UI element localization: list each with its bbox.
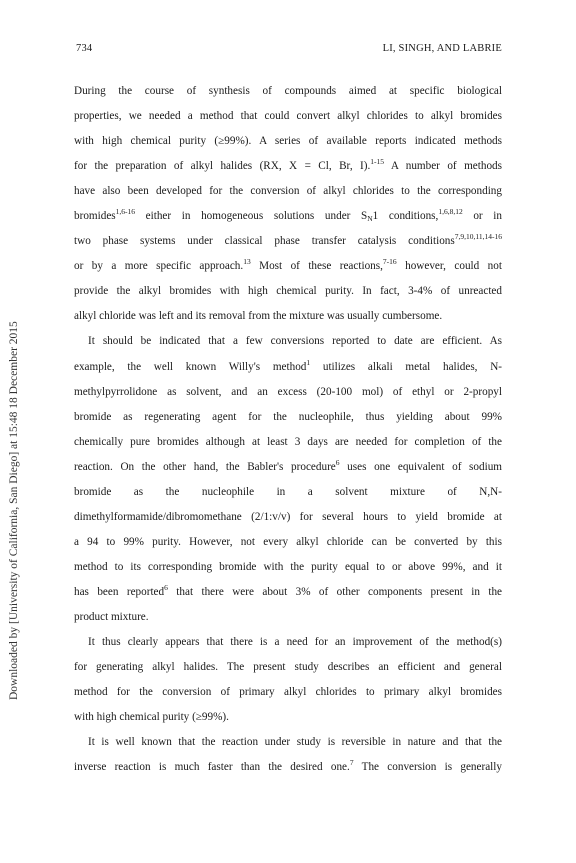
- text-line: for the preparation of alkyl halides (RX, X = Cl, Br, I).$^{1-15}$ A number of methods: [74, 157, 502, 173]
- text-line: bromides$^{1,6-16}$ either in homogeneous solutions under $S_N1$ conditions,$^{1,6,8,12}$ or in: [74, 207, 502, 224]
- text-line: example, the well known Willy's method$^1$ utilizes alkali metal halides, N-: [74, 357, 502, 373]
- citation-ref: 7-16: [382, 257, 397, 267]
- text-line: a 94 to 99% purity. However, not every alkyl chloride can be converted by this: [74, 535, 502, 548]
- citation-ref: 6: [164, 582, 168, 592]
- page-number: 734: [76, 43, 93, 54]
- citation-ref: 1: [306, 357, 311, 367]
- text-line: bromide as the nucleophile in a solvent mixture of N,N-: [74, 485, 502, 498]
- text-line: with high chemical purity (≥99%).: [74, 711, 229, 724]
- text-line: method for the conversion of primary alkyl chlorides to primary alkyl bromides: [74, 686, 502, 699]
- text-line: provide the alkyl bromides with high chemical purity. In fact, 3-4% of unreacted: [74, 285, 502, 298]
- text-line: inverse reaction is much faster than the desired one.$^7$ The conversion is generally: [74, 758, 502, 774]
- citation-ref: 1,6-16: [115, 207, 136, 217]
- citation-ref: 6: [335, 457, 340, 467]
- citation-ref: 7,9,10,11,14-16: [454, 232, 502, 242]
- running-head: LI, SINGH, AND LABRIE: [382, 43, 502, 54]
- text-line: product mixture.: [74, 610, 149, 623]
- citation-ref: 7: [349, 758, 354, 768]
- text-line: have also been developed for the conversion of alkyl chlorides to the corresponding: [74, 185, 502, 198]
- text-line: has been reported$^6$ that there were about 3% of other components present in the: [74, 582, 503, 598]
- text-line: bromide as regenerating agent for the nucleophile, thus yielding about 99%: [74, 410, 502, 423]
- subscript: N: [367, 214, 373, 224]
- text-line: method to its corresponding bromide with the purity equal to or above 99%, and it: [74, 560, 502, 573]
- text-line: During the course of synthesis of compounds aimed at specific biological: [74, 85, 502, 97]
- text-line: properties, we needed a method that could convert alkyl chlorides to alkyl bromides: [74, 110, 502, 123]
- text-line: It is well known that the reaction under study is reversible in nature and that the: [88, 736, 502, 749]
- text-line: It thus clearly appears that there is a need for an improvement of the method(s): [88, 636, 502, 649]
- text-line: or by a more specific approach.$^{13}$ Most of these reactions,$^{7-16}$ however, could not: [74, 257, 502, 273]
- text-line: It should be indicated that a few conversions reported to date are efficient. As: [88, 335, 502, 348]
- text-line: two phase systems under classical phase transfer catalysis conditions$^{7,9,10,11,14-16}$: [74, 232, 502, 248]
- page-header: [76, 43, 502, 57]
- text-line: with high chemical purity (≥99%). A series of available reports indicated methods: [74, 135, 502, 148]
- citation-ref: 1,6,8,12: [438, 207, 463, 217]
- citation-ref: 1-15: [370, 157, 385, 167]
- text-line: for generating alkyl halides. The present study describes an efficient and general: [74, 661, 502, 674]
- download-watermark: Downloaded by [University of California, San Diego] at 15:48 18 December 2015: [8, 321, 20, 700]
- text-line: dimethylformamide/dibromomethane (2/1:v/v) for several hours to yield bromide at: [74, 510, 502, 523]
- text-line: reaction. On the other hand, the Babler's procedure$^6$ uses one equivalent of sodium: [74, 457, 502, 473]
- article-body: [74, 79, 502, 780]
- citation-ref: 13: [243, 257, 251, 267]
- text-line: methylpyrrolidone as solvent, and an excess (20-100 mol) of ethyl or 2-propyl: [74, 385, 502, 398]
- text-line: alkyl chloride was left and its removal from the mixture was usually cumbersome.: [74, 310, 443, 323]
- text-line: chemically pure bromides although at least 3 days are needed for completion of the: [74, 435, 502, 448]
